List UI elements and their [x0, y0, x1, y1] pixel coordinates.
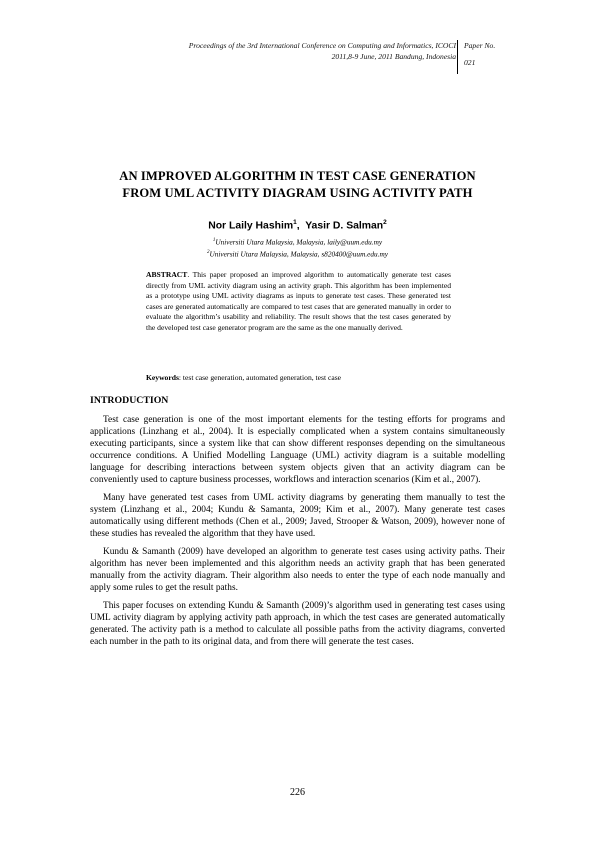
keywords — [146, 373, 451, 384]
page-number: 226 — [290, 787, 305, 798]
author-separator: , — [296, 220, 306, 232]
author-sup: 2 — [383, 219, 387, 226]
header-divider — [457, 40, 458, 74]
paper-title — [60, 168, 535, 202]
author-name: Nor Laily Hashim — [208, 220, 294, 232]
affiliation-sup: 1 — [212, 238, 216, 243]
affiliation-sup: 2 — [206, 249, 210, 255]
title-line-1: AN IMPROVED ALGORITHM IN TEST CASE GENERATION — [119, 169, 476, 183]
keywords-text: : test case generation, automated generation, test case — [178, 373, 342, 382]
paper-label: Paper No. — [464, 41, 496, 50]
paragraph: Many have generated test cases from UML activity diagrams by generating them manually to test the system (Linzhang et al., 2004; Kundu & Samanta, 2009; Kim et al., 2007). Many generate test cases automatically using different methods (Chen et al., 2009; Javed, Strooper & Watson, 2009), however none of these studies has revealed the algorithm that they have used. — [90, 493, 505, 539]
affiliations — [60, 236, 535, 260]
author-name: Yasir D. Salman — [305, 220, 384, 232]
conference-info — [116, 40, 456, 62]
abstract-label: ABSTRACT — [146, 270, 188, 279]
paragraph: This paper focuses on extending Kundu & Samanth (2009)’s algorithm used in generating test cases using UML activity diagram by applying activity path approach, in which the test cases are generated automatically generated. The activity path is a method to calculate all possible paths from the activity diagrams, converted each number in the path to its original data, and from there will generate the test cases. — [90, 601, 505, 647]
paper-id-block — [464, 40, 524, 68]
keywords-label: Keywords — [146, 373, 179, 382]
section-heading: INTRODUCTION — [90, 395, 169, 406]
title-line-2: FROM UML ACTIVITY DIAGRAM USING ACTIVITY PATH — [122, 186, 473, 200]
author-list — [60, 219, 535, 231]
paragraph: Kundu & Samanth (2009) have developed an algorithm to generate test cases using activity paths. Their algorithm has never been implemented and this algorithm needs an activity graph that has been generated manually from the activity diagram. Their algorithm also needs to enter the type of each node manually and apply some rules to get the result paths. — [90, 547, 505, 593]
paragraph: Test case generation is one of the most important elements for the testing efforts for programs and applications (Linzhang et al., 2004). It is especially complicated when a system contains simultaneously executing participants, since a system like that can show different responses depending on the simultaneous occurrence conditions. A Unified Modelling Language (UML) activity diagram is a suitable modelling language for describing interactions between system objects given that an activity diagram can be conveniently used to capture business processes, workflows and interaction scenarios (Kim et al., 2007). — [90, 415, 505, 485]
affiliation-2 — [60, 248, 535, 260]
running-header — [100, 40, 500, 74]
conference-line-1: Proceedings of the 3rd International Conference on Computing and Informatics, ICOCI — [188, 41, 456, 50]
abstract — [146, 270, 451, 334]
abstract-text: . This paper proposed an improved algorithm to automatically generate test cases directly from UML activity diagram using an activity graph. This algorithm has been implemented as a prototype using UML activity diagrams as inputs to generate test cases. These generated test cases are generated automatically are compared to test cases that are generated manually in order to evaluate the algorithm’s usability and reliability. The result shows that the test cases generated by the developed test case generator program are the same as the one manually derived. — [146, 270, 451, 332]
affiliation-text: Universiti Utara Malaysia, Malaysia, laily@uum.edu.my — [215, 237, 383, 247]
author-sup: 1 — [293, 219, 297, 226]
affiliation-1 — [60, 236, 535, 248]
paper-number: 021 — [464, 58, 476, 67]
affiliation-text: Universiti Utara Malaysia, Malaysia, s820400@uum.edu.my — [209, 249, 389, 259]
body-text — [90, 414, 505, 654]
conference-line-2: 2011,8-9 June, 2011 Bandung, Indonesia — [331, 52, 456, 61]
